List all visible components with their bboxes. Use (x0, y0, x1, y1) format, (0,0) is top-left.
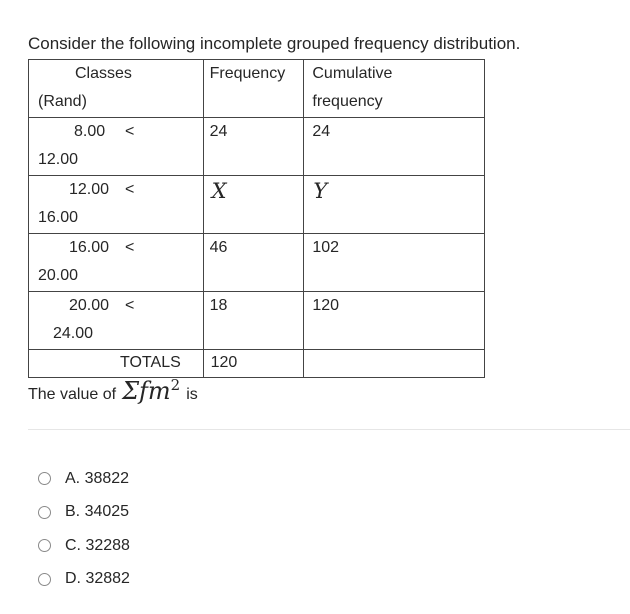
cumulative-value: 24 (312, 123, 331, 140)
class-to: 20.00 (38, 267, 79, 284)
totals-row (29, 350, 485, 378)
table-row (29, 118, 485, 176)
header-cumulative (304, 60, 485, 118)
totals-label: TOTALS (120, 354, 181, 371)
cumulative-cell (304, 118, 485, 176)
header-frequency-label: Frequency (209, 65, 286, 82)
sigma-symbol: Σ (122, 377, 140, 405)
cumulative-cell (304, 176, 485, 234)
cumulative-cell (304, 292, 485, 350)
option-label[interactable]: C. 32288 (65, 536, 130, 554)
frequency-cell (203, 118, 304, 176)
prompt-before: The value of (28, 386, 117, 403)
totals-cumulative-cell (304, 350, 485, 378)
table-row (29, 292, 485, 350)
header-classes (29, 60, 204, 118)
header-classes-unit: (Rand) (38, 93, 87, 110)
header-frequency (203, 60, 304, 118)
sum-fm-squared-formula (122, 376, 180, 405)
header-cumulative-label-2: frequency (312, 93, 383, 110)
radio-button-icon[interactable] (38, 539, 51, 552)
option-label[interactable]: D. 32882 (65, 570, 130, 588)
class-from: 12.00 (69, 181, 110, 198)
class-cell (29, 292, 204, 350)
header-classes-label: Classes (75, 65, 132, 82)
totals-frequency-cell (203, 350, 304, 378)
cumulative-value: 120 (312, 297, 340, 314)
cumulative-cell (304, 234, 485, 292)
class-cell (29, 176, 204, 234)
frequency-cell (203, 234, 304, 292)
radio-button-icon[interactable] (38, 472, 51, 485)
class-from: 20.00 (69, 297, 110, 314)
class-to: 16.00 (38, 209, 79, 226)
option-d[interactable] (38, 563, 130, 597)
option-c[interactable] (38, 529, 130, 563)
header-cumulative-label: Cumulative (312, 65, 393, 82)
table-row (29, 176, 485, 234)
radio-button-icon[interactable] (38, 573, 51, 586)
class-op: < (125, 123, 135, 140)
frequency-value: 46 (209, 239, 228, 256)
class-to: 24.00 (53, 325, 94, 342)
question-prompt (28, 376, 198, 405)
answer-options (38, 462, 130, 596)
option-a[interactable] (38, 462, 130, 496)
table-header-row (29, 60, 485, 118)
question-intro: Consider the following incomplete grouped frequency distribution. (28, 34, 521, 53)
formula-body: fm (139, 377, 171, 405)
class-to: 12.00 (38, 151, 79, 168)
class-cell (29, 118, 204, 176)
class-op: < (125, 297, 135, 314)
cumulative-value: 102 (312, 239, 340, 256)
frequency-value: 18 (209, 297, 228, 314)
cumulative-unknown-y: Y (313, 179, 328, 203)
option-label[interactable]: A. 38822 (65, 469, 130, 487)
class-from: 8.00 (74, 123, 106, 140)
table-row (29, 234, 485, 292)
frequency-table (28, 59, 485, 378)
class-op: < (125, 239, 135, 256)
totals-label-cell (29, 350, 204, 378)
frequency-unknown-x: X (211, 179, 227, 203)
frequency-cell (203, 292, 304, 350)
formula-exponent: 2 (170, 376, 181, 394)
option-label[interactable]: B. 34025 (65, 503, 130, 521)
prompt-after: is (186, 386, 198, 403)
radio-button-icon[interactable] (38, 506, 51, 519)
class-cell (29, 234, 204, 292)
frequency-cell (203, 176, 304, 234)
divider (28, 429, 630, 430)
totals-frequency: 120 (210, 354, 238, 371)
class-from: 16.00 (69, 239, 110, 256)
class-op: < (125, 181, 135, 198)
frequency-value: 24 (209, 123, 228, 140)
option-b[interactable] (38, 496, 130, 530)
